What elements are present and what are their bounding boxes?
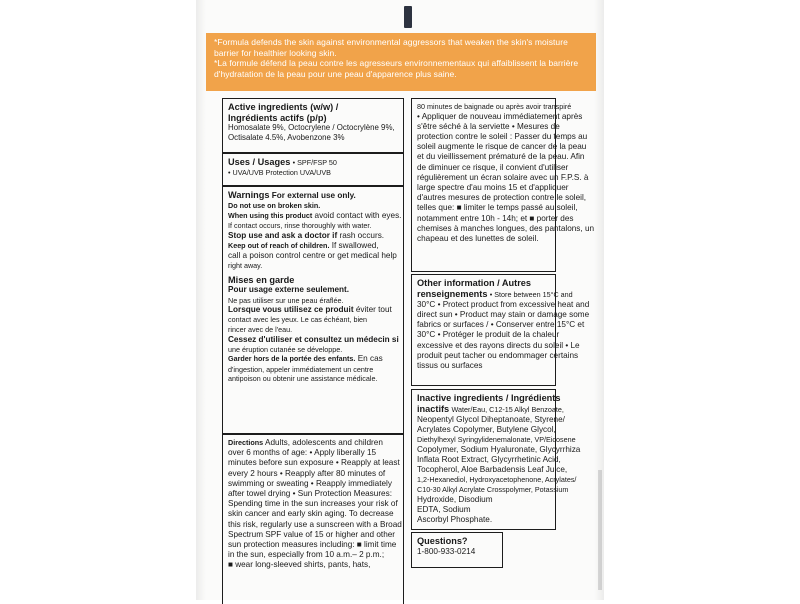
inactive-line-8: 1,2-Hexanediol, Hydroxyacetophenone, Acrylates/	[417, 475, 577, 485]
fr-directions-line-7: de diminuer ce risque, il convient d'utiliser	[417, 162, 569, 172]
fr-directions-line-3: s'être séché à la serviette • Mesures de	[417, 121, 560, 131]
other-information-box	[411, 274, 590, 386]
inactive-line-3: Acrylates Copolymer, Butylene Glycol,	[417, 425, 556, 434]
active-title-en: Active ingredients (w/w) /	[228, 102, 339, 112]
directions-line-13: ■ wear long-sleeved shirts, pants, hats,	[228, 560, 371, 570]
warnings-line-6: call a poison control centre or get medical help	[228, 251, 397, 260]
fr-warnings-line-3a: Lorsque vous utilisez ce produit	[228, 305, 354, 315]
directions-line-2: over 6 months of age: • Apply liberally 15	[228, 448, 377, 458]
other-info-title-2: renseignements	[417, 288, 488, 299]
inactive-line-1: Water/Eau, C12-15 Alkyl Benzoate,	[451, 404, 564, 414]
warnings-line-5a: Keep out of reach of children.	[228, 240, 330, 250]
questions-box	[411, 532, 503, 568]
fr-directions-line-1: 80 minutes de baignade ou après avoir transpiré	[417, 102, 572, 111]
uses-spf: • SPF/FSP 50	[292, 158, 337, 167]
fr-directions-line-9: large spectre d'au moins 15 et d'appliquer	[417, 183, 569, 193]
fr-warnings-line-1: Pour usage externe seulement.	[228, 285, 350, 295]
inactive-line-2: Neopentyl Glycol Diheptanoate, Styrene/	[417, 414, 565, 424]
fr-directions-line-13: chemises à manches longues, des pantalons, un	[417, 223, 595, 233]
directions-line-9: this risk, regularly use a sunscreen with a Broad	[228, 519, 402, 529]
uses-line-1: • UVA/UVB Protection UVA/UVB	[228, 168, 331, 178]
other-info-line-6: excessive et des rayons directs du soleil • Le	[417, 340, 580, 350]
barcode-strip	[598, 470, 602, 590]
inactive-line-10: Hydroxide, Disodium	[417, 494, 493, 504]
other-info-line-5: 30°C • Protéger le produit de la chaleur	[417, 330, 560, 340]
fr-warnings-line-9: d'ingestion, appeler immédiatement un centre	[228, 364, 374, 374]
tube-crimp-mark	[404, 6, 412, 28]
formula-banner-en: *Formula defends the skin against environmental aggressors that weaken the skin's moisture barrier for healthier looking skin.	[214, 37, 568, 58]
directions-line-1: Adults, adolescents and children	[264, 438, 383, 447]
directions-line-8: skin cancer and early skin aging. To decrease	[228, 509, 394, 519]
inactive-line-5: Copolymer, Sodium Hyaluronate, Glycyrrhiza	[417, 444, 581, 454]
warnings-box	[222, 186, 404, 434]
active-line-2: Octisalate 4.5%, Avobenzone 3%	[228, 133, 345, 143]
inactive-title-2: inactifs	[417, 403, 450, 414]
questions-title: Questions?	[417, 536, 468, 546]
inactive-ingredients-box	[411, 389, 581, 530]
directions-line-5: swimming or sweating • Reapply immediately	[228, 478, 392, 488]
warnings-line-4b: rash occurs.	[337, 230, 385, 240]
fr-directions-line-6: et du vieillissement prématuré de la peau. Afin	[417, 152, 585, 162]
fr-directions-line-8: régulièrement un écran solaire avec un F.P.S. à	[417, 172, 589, 182]
fr-warnings-line-4: contact avec les yeux. Le cas échéant, bien	[228, 315, 368, 325]
inactive-title-1: Inactive ingredients / Ingrédients	[417, 393, 561, 403]
formula-banner-fr: *La formule défend la peau contre les agresseurs environnementaux qui affaiblissent la barrière d'hydratation de la peau pour une peau d'apparence plus saine.	[214, 58, 579, 79]
directions-line-4: every 2 hours • Reapply after 80 minutes of	[228, 468, 386, 478]
formula-banner	[206, 33, 596, 91]
directions-title: Directions	[228, 438, 264, 447]
inactive-line-12: Ascorbyl Phosphate.	[417, 515, 493, 524]
inactive-line-9: C10-30 Alkyl Acrylate Crosspolymer, Potassium	[417, 485, 569, 494]
active-ingredients-box	[222, 98, 404, 153]
fr-directions-line-2: • Appliquer de nouveau immédiatement après	[417, 111, 583, 121]
uses-box	[222, 153, 404, 186]
directions-line-11: sun protection measures including: ■ limit time	[228, 540, 397, 550]
fr-warnings-line-5: rincer avec de l'eau.	[228, 324, 293, 334]
other-info-line-3: direct sun • Product may stain or damage some	[417, 310, 590, 319]
other-info-line-8: tissus ou surfaces	[417, 361, 483, 371]
active-title-fr: Ingrédients actifs (p/p)	[228, 112, 327, 123]
questions-phone: 1-800-933-0214	[417, 546, 476, 556]
fr-warnings-line-7: une éruption cutanée se développe.	[228, 344, 343, 354]
warnings-line-2b: avoid contact with eyes.	[312, 210, 402, 220]
fr-directions-line-5: soleil augmente le risque de cancer de la peau	[417, 142, 587, 152]
inactive-line-7: Tocopherol, Aloe Barbadensis Leaf Juice,	[417, 465, 568, 475]
fr-directions-line-12: notamment entre 10h - 14h; et ■ porter des	[417, 213, 574, 223]
other-info-line-1: • Store between 15°C and	[489, 289, 573, 299]
left-background	[0, 0, 196, 600]
inactive-line-6: Inflata Root Extract, Glycyrrhetinic Acid,	[417, 455, 561, 464]
fr-directions-line-10: d'autres mesures de protection contre le soleil,	[417, 193, 587, 203]
fr-warnings-line-8b: En cas	[355, 354, 383, 364]
other-info-title-1: Other information / Autres	[417, 278, 531, 288]
other-info-line-2: 30°C • Protect product from excessive heat and	[417, 299, 590, 309]
directions-line-6: after towel drying • Sun Protection Measures:	[228, 489, 392, 499]
warnings-line-5b: If swallowed,	[329, 240, 379, 250]
directions-box	[222, 434, 404, 604]
fr-directions-box	[411, 98, 595, 272]
uses-title: Uses / Usages	[228, 157, 291, 167]
warnings-title: Warnings	[228, 190, 270, 200]
fr-directions-line-11: telles que: ■ limiter le temps passé au soleil,	[417, 203, 578, 213]
warnings-line-1: Do not use on broken skin.	[228, 201, 321, 211]
sunscreen-tube-label	[196, 0, 604, 600]
warnings-line-3: If contact occurs, rinse thoroughly with water.	[228, 221, 372, 230]
warnings-line-2a: When using this product	[228, 210, 313, 220]
warnings-line-4a: Stop use and ask a doctor if	[228, 230, 338, 240]
directions-line-12: in the sun, especially from 10 a.m.– 2 p.m.;	[228, 550, 385, 560]
inactive-line-4: Diethylhexyl Syringylidenemalonate, VP/Eicosene	[417, 435, 576, 445]
fr-warnings-line-3b: éviter tout	[353, 305, 392, 315]
fr-warnings-title: Mises en garde	[228, 274, 295, 285]
active-line-1: Homosalate 9%, Octocrylene / Octocrylène 9%,	[228, 123, 395, 133]
inactive-line-11: EDTA, Sodium	[417, 504, 471, 514]
warnings-note: For external use only.	[271, 191, 356, 200]
fr-warnings-line-10: antipoison ou obtenir une assistance médicale.	[228, 374, 378, 384]
right-background	[604, 0, 800, 600]
warnings-line-7: right away.	[228, 261, 263, 271]
directions-line-7: Spending time in the sun increases your risk of	[228, 499, 398, 509]
directions-line-3: minutes before sun exposure • Reapply at least	[228, 458, 400, 468]
fr-directions-line-14: chapeau et des lunettes de soleil.	[417, 234, 539, 244]
fr-warnings-line-6: Cessez d'utiliser et consultez un médecin si	[228, 334, 399, 344]
directions-line-10: Spectrum SPF value of 15 or higher and other	[228, 529, 396, 539]
fr-warnings-line-2: Ne pas utiliser sur une peau éraflée.	[228, 295, 344, 305]
other-info-line-4: fabrics or surfaces / • Conserver entre 15°C et	[417, 320, 585, 330]
fr-directions-line-4: protection contre le soleil : Passer du temps au	[417, 132, 588, 141]
fr-warnings-line-8a: Garder hors de la portée des enfants.	[228, 354, 356, 364]
other-info-line-7: produit peut tacher ou endommager certains	[417, 350, 579, 360]
